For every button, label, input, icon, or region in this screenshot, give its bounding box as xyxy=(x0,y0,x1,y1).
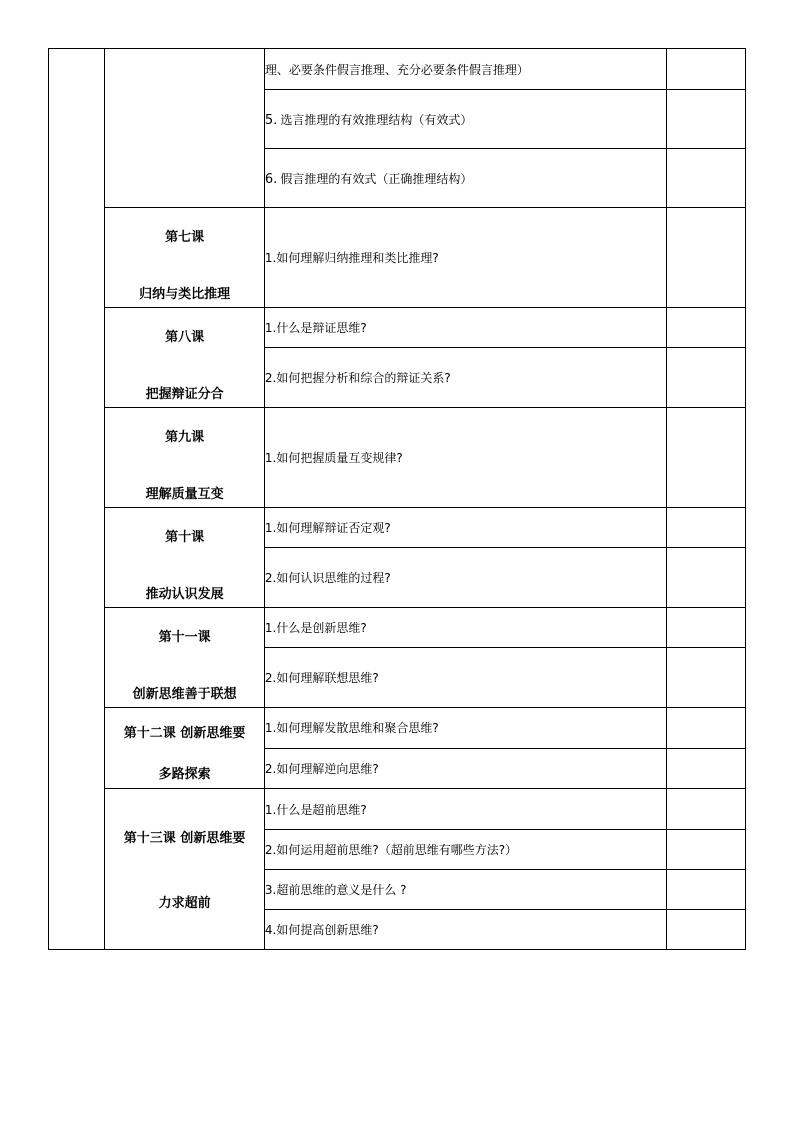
question-cell xyxy=(264,910,666,950)
lesson-subtitle: 理解质量互变 xyxy=(145,487,224,502)
question-number: 6. xyxy=(264,171,278,187)
lesson-title: 第九课 xyxy=(165,430,205,445)
question-cell xyxy=(264,870,666,910)
lesson-subtitle: 归纳与类比推理 xyxy=(139,287,231,302)
question-cell xyxy=(264,308,666,348)
question-text: 2.如何认识思维的过程? xyxy=(264,571,391,586)
question-cell xyxy=(264,508,666,548)
notes-cell xyxy=(666,648,745,708)
lesson-cell xyxy=(105,408,265,508)
question-cell xyxy=(264,830,666,870)
question-text: 假言推理的有效式（正确推理结构） xyxy=(280,171,473,186)
question-cell xyxy=(264,548,666,608)
notes-cell xyxy=(666,830,745,870)
question-cell xyxy=(264,208,666,308)
question-text: 4.如何提高创新思维? xyxy=(264,923,379,937)
question-text: 2.如何理解联想思维? xyxy=(264,671,379,686)
question-text: 理、必要条件假言推理、充分必要条件假言推理） xyxy=(264,62,529,77)
question-text: 1.如何理解归纳推理和类比推理? xyxy=(264,251,439,265)
lesson-cell-empty xyxy=(105,49,265,208)
question-cell xyxy=(264,348,666,408)
lesson-title: 第七课 xyxy=(165,230,205,245)
lesson-cell xyxy=(105,608,265,708)
notes-cell xyxy=(666,548,745,608)
lesson-cell xyxy=(105,208,265,308)
table-row xyxy=(49,49,746,90)
question-cell xyxy=(264,408,666,508)
table-row xyxy=(49,208,746,308)
question-text: 2.如何把握分析和综合的辩证关系? xyxy=(264,371,451,386)
table-row xyxy=(49,308,746,348)
lesson-cell xyxy=(105,789,265,950)
notes-cell xyxy=(666,789,745,830)
lesson-cell xyxy=(105,308,265,408)
question-text: 选言推理的有效推理结构（有效式） xyxy=(280,112,473,127)
lesson-subtitle: 创新思维善于联想 xyxy=(132,687,237,702)
question-text: 1.如何理解辩证否定观? xyxy=(264,521,391,536)
notes-cell xyxy=(666,208,745,308)
question-cell xyxy=(264,608,666,648)
notes-cell xyxy=(666,308,745,348)
question-text: 1.如何把握质量互变规律? xyxy=(264,451,403,465)
question-cell xyxy=(264,789,666,830)
question-cell xyxy=(264,90,666,149)
question-cell xyxy=(264,648,666,708)
notes-cell xyxy=(666,748,745,789)
notes-cell xyxy=(666,910,745,950)
lesson-title: 第十课 xyxy=(165,530,205,545)
question-cell xyxy=(264,748,666,789)
table-row xyxy=(49,608,746,648)
question-text: 1.什么是创新思维? xyxy=(264,621,367,636)
lesson-title: 第十三课 创新思维要 xyxy=(123,831,246,846)
question-text: 2.如何运用超前思维?（超前思维有哪些方法?） xyxy=(264,843,518,857)
table-row xyxy=(49,408,746,508)
notes-cell xyxy=(666,708,745,749)
lesson-subtitle: 多路探索 xyxy=(158,767,211,782)
lesson-subtitle: 推动认识发展 xyxy=(145,587,224,602)
table-row xyxy=(49,508,746,548)
question-cell xyxy=(264,708,666,749)
notes-cell xyxy=(666,348,745,408)
question-text: 1.如何理解发散思维和聚合思维? xyxy=(264,721,439,736)
question-cell xyxy=(264,49,666,90)
table-row xyxy=(49,708,746,749)
question-text: 1.什么是辩证思维? xyxy=(264,321,367,336)
course-outline-table xyxy=(48,48,746,950)
lesson-title: 第十二课 创新思维要 xyxy=(123,726,246,741)
lesson-cell xyxy=(105,708,265,789)
left-margin-cell xyxy=(49,49,105,950)
question-cell xyxy=(264,149,666,208)
notes-cell xyxy=(666,90,745,149)
notes-cell xyxy=(666,149,745,208)
notes-cell xyxy=(666,870,745,910)
lesson-subtitle: 力求超前 xyxy=(158,896,211,911)
notes-cell xyxy=(666,508,745,548)
lesson-subtitle: 把握辩证分合 xyxy=(145,387,224,402)
notes-cell xyxy=(666,49,745,90)
question-text: 3.超前思维的意义是什么 ? xyxy=(264,883,407,897)
question-text: 1.什么是超前思维? xyxy=(264,802,367,817)
notes-cell xyxy=(666,408,745,508)
lesson-title: 第十一课 xyxy=(158,630,211,645)
notes-cell xyxy=(666,608,745,648)
table-row xyxy=(49,789,746,830)
lesson-cell xyxy=(105,508,265,608)
question-text: 2.如何理解逆向思维? xyxy=(264,761,379,776)
lesson-title: 第八课 xyxy=(165,330,205,345)
question-number: 5. xyxy=(264,112,278,128)
